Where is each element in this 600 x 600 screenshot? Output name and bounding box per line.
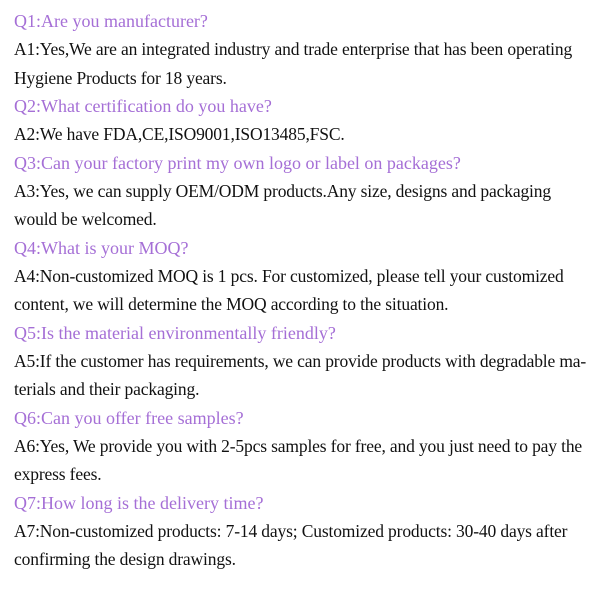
faq-answer-line: A6:Yes, We provide you with 2-5pcs samples for free, and you just need to pay the xyxy=(14,435,583,456)
faq-answer-line: confirming the design drawings. xyxy=(14,549,236,569)
faq-item xyxy=(14,319,594,404)
faq-question: Q3:Can your factory print my own logo or label on packages? xyxy=(14,152,461,173)
faq-question: Q1:Are you manufacturer? xyxy=(14,11,208,31)
faq-answer-line: Hygiene Products for 18 years. xyxy=(14,67,227,88)
faq-answer-line: terials and their packaging. xyxy=(14,379,200,399)
faq-question: Q6:Can you offer free samples? xyxy=(14,407,244,428)
faq-item xyxy=(14,489,594,574)
faq-answer-line: A7:Non-customized products: 7-14 days; Customized products: 30-40 days after xyxy=(14,520,568,541)
faq-question: Q2:What certification do you have? xyxy=(14,96,272,116)
faq-answer-line: A1:Yes,We are an integrated industry and trade enterprise that has been operating xyxy=(14,39,573,59)
faq-answer-line: would be welcomed. xyxy=(14,209,157,229)
faq-answer xyxy=(14,177,594,234)
faq-list xyxy=(14,7,594,574)
faq-question: Q5:Is the material environmentally friendly? xyxy=(14,322,336,343)
faq-answer xyxy=(14,120,594,149)
faq-item xyxy=(14,92,594,149)
faq-answer xyxy=(14,432,594,489)
faq-answer-line: A5:If the customer has requirements, we can provide products with degradable ma- xyxy=(14,350,587,371)
faq-answer xyxy=(14,262,594,319)
faq-item xyxy=(14,404,594,489)
faq-answer-line: A4:Non-customized MOQ is 1 pcs. For customized, please tell your customized xyxy=(14,265,564,286)
faq-answer xyxy=(14,517,594,574)
faq-item xyxy=(14,7,594,92)
faq-item xyxy=(14,149,594,234)
faq-item xyxy=(14,234,594,319)
faq-answer-line: A2:We have FDA,CE,ISO9001,ISO13485,FSC. xyxy=(14,124,345,144)
faq-answer-line: content, we will determine the MOQ according to the situation. xyxy=(14,294,449,314)
faq-answer xyxy=(14,35,594,92)
faq-question: Q4:What is your MOQ? xyxy=(14,237,189,258)
faq-answer-line: A3:Yes, we can supply OEM/ODM products.Any size, designs and packaging xyxy=(14,180,551,201)
faq-answer xyxy=(14,347,594,404)
faq-question: Q7:How long is the delivery time? xyxy=(14,492,264,513)
faq-answer-line: express fees. xyxy=(14,464,102,484)
